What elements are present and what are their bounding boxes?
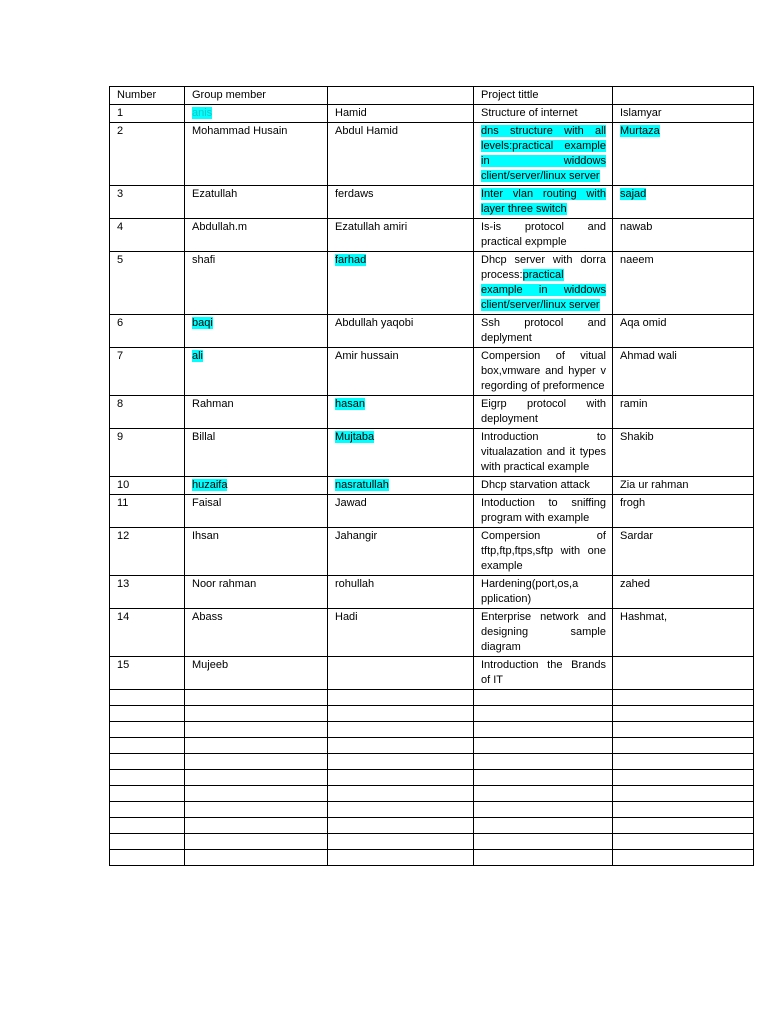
member-name: sajad xyxy=(620,188,647,200)
empty-row xyxy=(110,754,754,770)
member-2-cell: Abdul Hamid xyxy=(328,123,474,186)
table-row xyxy=(110,528,754,576)
empty-cell xyxy=(328,706,474,722)
member-2-cell xyxy=(328,477,474,495)
empty-cell xyxy=(185,722,328,738)
member-2-cell: Abdullah yaqobi xyxy=(328,315,474,348)
member-2-cell xyxy=(328,429,474,477)
empty-cell xyxy=(185,738,328,754)
project-title-highlight: practical example in widdows client/server/linux server xyxy=(481,269,606,311)
member-3-cell: naeem xyxy=(613,252,754,315)
empty-cell xyxy=(328,786,474,802)
member-3-cell: Hashmat, xyxy=(613,609,754,657)
table-row xyxy=(110,315,754,348)
member-2-cell: rohullah xyxy=(328,576,474,609)
row-number: 1 xyxy=(110,105,185,123)
row-number: 3 xyxy=(110,186,185,219)
row-number: 10 xyxy=(110,477,185,495)
member-3-cell: Islamyar xyxy=(613,105,754,123)
empty-cell xyxy=(474,770,613,786)
member-2-cell: Hadi xyxy=(328,609,474,657)
member-name: farhad xyxy=(335,254,367,266)
member-3-cell: Sardar xyxy=(613,528,754,576)
empty-cell xyxy=(185,770,328,786)
empty-cell xyxy=(474,834,613,850)
member-2-cell: Hamid xyxy=(328,105,474,123)
project-title-cell: Dhcp starvation attack xyxy=(474,477,613,495)
empty-cell xyxy=(613,738,754,754)
empty-cell xyxy=(328,850,474,866)
empty-cell xyxy=(613,754,754,770)
table-row xyxy=(110,495,754,528)
empty-cell xyxy=(613,834,754,850)
empty-cell xyxy=(185,834,328,850)
member-1-cell: Mujeeb xyxy=(185,657,328,690)
member-1-cell: shafi xyxy=(185,252,328,315)
member-1-cell: Mohammad Husain xyxy=(185,123,328,186)
member-3-cell: frogh xyxy=(613,495,754,528)
empty-cell xyxy=(110,850,185,866)
empty-row xyxy=(110,706,754,722)
empty-cell xyxy=(613,802,754,818)
member-1-cell: Rahman xyxy=(185,396,328,429)
member-3-cell: nawab xyxy=(613,219,754,252)
project-title-cell: Eigrp protocol with deployment xyxy=(474,396,613,429)
empty-row xyxy=(110,690,754,706)
table-row xyxy=(110,186,754,219)
member-3-cell xyxy=(613,186,754,219)
project-title-cell: Enterprise network and designing sample diagram xyxy=(474,609,613,657)
empty-cell xyxy=(328,690,474,706)
table-row xyxy=(110,429,754,477)
row-number: 13 xyxy=(110,576,185,609)
empty-cell xyxy=(474,722,613,738)
row-number: 8 xyxy=(110,396,185,429)
row-number: 2 xyxy=(110,123,185,186)
project-title-cell: Compersion of vitual box,vmware and hyper v regording of preformence xyxy=(474,348,613,396)
empty-cell xyxy=(185,786,328,802)
member-1-cell: Abdullah.m xyxy=(185,219,328,252)
member-2-cell: Ezatullah amiri xyxy=(328,219,474,252)
empty-cell xyxy=(474,738,613,754)
empty-cell xyxy=(185,690,328,706)
table-row xyxy=(110,219,754,252)
member-2-cell xyxy=(328,252,474,315)
header-number: Number xyxy=(110,87,185,105)
table-row xyxy=(110,396,754,429)
empty-cell xyxy=(328,754,474,770)
member-2-cell: Jahangir xyxy=(328,528,474,576)
empty-cell xyxy=(474,690,613,706)
table-row xyxy=(110,477,754,495)
member-2-cell: Jawad xyxy=(328,495,474,528)
empty-cell xyxy=(110,722,185,738)
project-assignment-table xyxy=(109,86,754,866)
row-number: 7 xyxy=(110,348,185,396)
empty-cell xyxy=(185,706,328,722)
project-title-text: dns structure with all levels:practical example in widdows client/server/linux server xyxy=(481,125,606,182)
row-number: 15 xyxy=(110,657,185,690)
member-name: huzaifa xyxy=(192,479,228,491)
empty-cell xyxy=(185,850,328,866)
empty-cell xyxy=(474,786,613,802)
table-row xyxy=(110,252,754,315)
row-number: 4 xyxy=(110,219,185,252)
empty-cell xyxy=(613,722,754,738)
empty-cell xyxy=(613,690,754,706)
empty-cell xyxy=(110,738,185,754)
member-1-cell xyxy=(185,348,328,396)
member-2-cell xyxy=(328,657,474,690)
project-title-cell xyxy=(474,252,613,315)
project-title-cell: Is-is protocol and practical expmple xyxy=(474,219,613,252)
empty-cell xyxy=(474,706,613,722)
member-1-cell: Ezatullah xyxy=(185,186,328,219)
empty-cell xyxy=(328,818,474,834)
empty-row xyxy=(110,770,754,786)
empty-row xyxy=(110,786,754,802)
member-2-cell xyxy=(328,396,474,429)
member-1-cell xyxy=(185,315,328,348)
header-blank-2 xyxy=(613,87,754,105)
row-number: 6 xyxy=(110,315,185,348)
member-1-cell xyxy=(185,477,328,495)
empty-cell xyxy=(328,738,474,754)
project-title-cell xyxy=(474,186,613,219)
project-title-cell: Compersion of tftp,ftp,ftps,sftp with one example xyxy=(474,528,613,576)
empty-cell xyxy=(328,722,474,738)
member-name: ali xyxy=(192,350,204,362)
empty-cell xyxy=(110,770,185,786)
member-1-cell: Noor rahman xyxy=(185,576,328,609)
member-3-cell: Zia ur rahman xyxy=(613,477,754,495)
header-blank-1 xyxy=(328,87,474,105)
empty-row xyxy=(110,722,754,738)
table-header-row xyxy=(110,87,754,105)
project-title-cell: Hardening(port,os,a pplication) xyxy=(474,576,613,609)
project-title-text: Inter vlan routing with layer three switch xyxy=(481,188,606,215)
member-1-cell: Faisal xyxy=(185,495,328,528)
table-row xyxy=(110,348,754,396)
empty-cell xyxy=(110,754,185,770)
row-number: 11 xyxy=(110,495,185,528)
row-number: 9 xyxy=(110,429,185,477)
table-row xyxy=(110,123,754,186)
empty-cell xyxy=(110,818,185,834)
empty-cell xyxy=(613,786,754,802)
header-project-title: Project tittle xyxy=(474,87,613,105)
member-name: nasratullah xyxy=(335,479,389,491)
member-3-cell xyxy=(613,657,754,690)
member-1-cell: Abass xyxy=(185,609,328,657)
member-1-cell: Ihsan xyxy=(185,528,328,576)
empty-row xyxy=(110,738,754,754)
empty-cell xyxy=(185,818,328,834)
member-name: hasan xyxy=(335,398,365,410)
project-title-cell: Ssh protocol and deplyment xyxy=(474,315,613,348)
empty-cell xyxy=(474,754,613,770)
member-name: anis xyxy=(192,107,213,119)
empty-row xyxy=(110,818,754,834)
empty-cell xyxy=(613,818,754,834)
member-2-cell: ferdaws xyxy=(328,186,474,219)
empty-cell xyxy=(474,802,613,818)
project-title-cell: Introduction the Brands of IT xyxy=(474,657,613,690)
member-1-cell: Billal xyxy=(185,429,328,477)
empty-cell xyxy=(110,690,185,706)
empty-cell xyxy=(613,770,754,786)
empty-cell xyxy=(110,802,185,818)
member-3-cell: Shakib xyxy=(613,429,754,477)
empty-row xyxy=(110,834,754,850)
member-2-cell: Amir hussain xyxy=(328,348,474,396)
project-title-cell: Intoduction to sniffing program with example xyxy=(474,495,613,528)
member-3-cell xyxy=(613,123,754,186)
empty-cell xyxy=(110,834,185,850)
empty-cell xyxy=(328,802,474,818)
empty-cell xyxy=(185,754,328,770)
empty-cell xyxy=(328,834,474,850)
project-title-cell: Structure of internet xyxy=(474,105,613,123)
row-number: 5 xyxy=(110,252,185,315)
member-name: baqi xyxy=(192,317,213,329)
empty-row xyxy=(110,802,754,818)
empty-cell xyxy=(110,786,185,802)
empty-cell xyxy=(110,706,185,722)
project-title-text: Dhcp server with dorra process: xyxy=(481,254,606,281)
header-group-member: Group member xyxy=(185,87,328,105)
project-title-cell: Introduction to vitualazation and it types with practical example xyxy=(474,429,613,477)
member-name: Mujtaba xyxy=(335,431,375,443)
member-3-cell: ramin xyxy=(613,396,754,429)
member-3-cell: zahed xyxy=(613,576,754,609)
member-3-cell: Aqa omid xyxy=(613,315,754,348)
empty-cell xyxy=(474,818,613,834)
table-row xyxy=(110,609,754,657)
row-number: 14 xyxy=(110,609,185,657)
empty-cell xyxy=(328,770,474,786)
empty-cell xyxy=(613,850,754,866)
table-row xyxy=(110,105,754,123)
empty-row xyxy=(110,850,754,866)
empty-cell xyxy=(613,706,754,722)
empty-cell xyxy=(185,802,328,818)
member-name: Murtaza xyxy=(620,125,660,137)
empty-cell xyxy=(474,850,613,866)
row-number: 12 xyxy=(110,528,185,576)
member-1-cell xyxy=(185,105,328,123)
table-row xyxy=(110,657,754,690)
member-3-cell: Ahmad wali xyxy=(613,348,754,396)
table-row xyxy=(110,576,754,609)
project-title-cell xyxy=(474,123,613,186)
